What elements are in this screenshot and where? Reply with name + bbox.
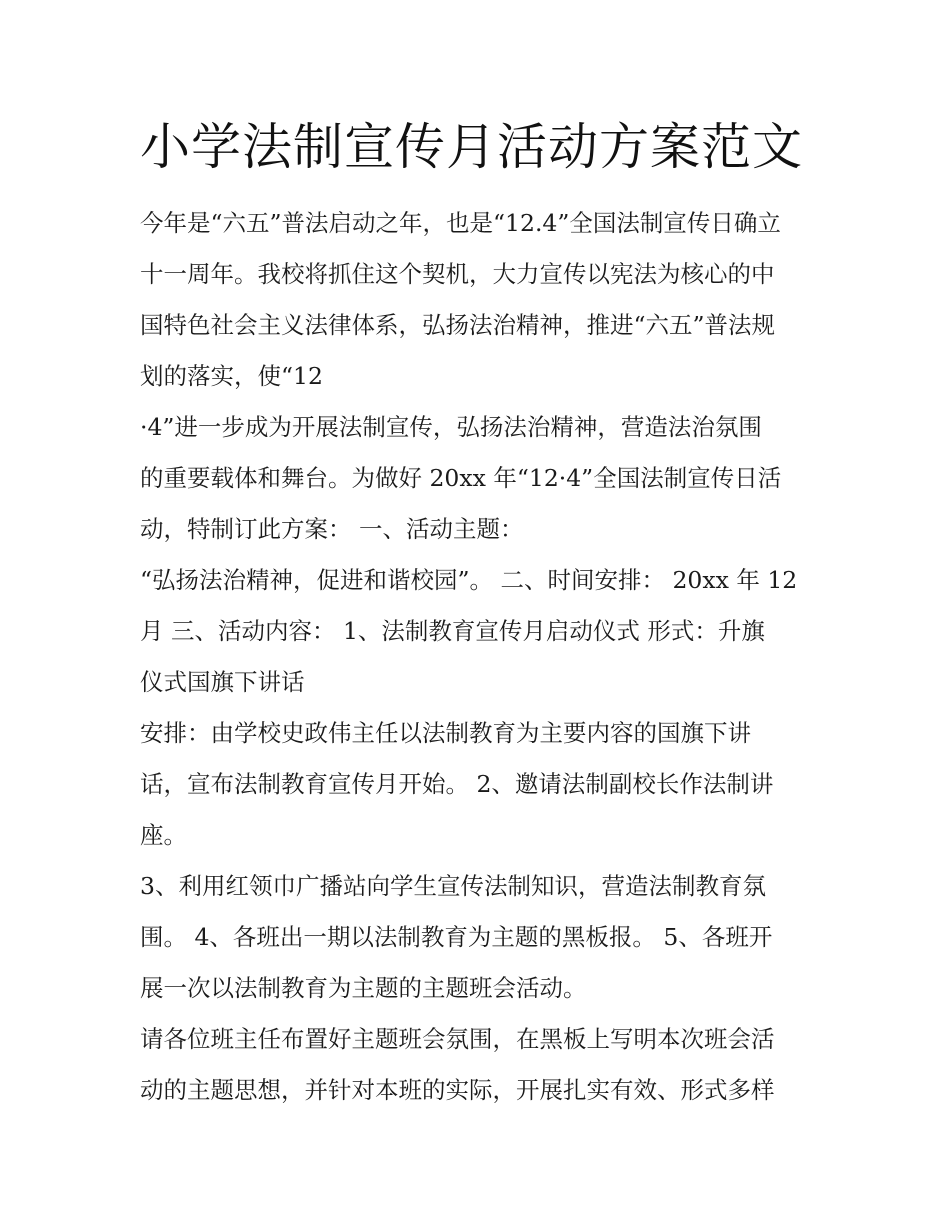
body-line: 请各位班主任布置好主题班会氛围，在黑板上写明本次班会活 [140,1025,775,1053]
body-line: 3、利用红领巾广播站向学生宣传法制知识，营造法制教育氛 [140,872,766,900]
body-line: 座。 [140,821,187,849]
body-line: ·4”进一步成为开展法制宣传，弘扬法治精神，营造法治氛围 [140,413,762,441]
body-line: “弘扬法治精神，促进和谐校园”。 二、时间安排： 20xx 年 12 [140,566,798,594]
body-line: 动，特制订此方案： 一、活动主题： [140,515,524,543]
body-line: 动的主题思想，并针对本班的实际，开展扎实有效、形式多样 [140,1076,775,1104]
document-title: 小学法制宣传月活动方案范文 [140,118,803,176]
body-line: 的重要载体和舞台。为做好 20xx 年“12·4”全国法制宣传日活 [140,464,782,492]
body-line: 话，宣布法制教育宣传月开始。 2、邀请法制副校长作法制讲 [140,770,774,798]
body-line: 展一次以法制教育为主题的主题班会活动。 [140,974,587,1002]
document-body [140,198,820,1116]
body-line: 划的落实，使“12 [140,362,323,390]
body-line: 今年是“六五”普法启动之年，也是“12.4”全国法制宣传日确立 [140,209,781,237]
body-line: 月 三、活动内容： 1、法制教育宣传月启动仪式 形式：升旗 [140,617,765,645]
body-line: 国特色社会主义法律体系，弘扬法治精神，推进“六五”普法规 [140,311,776,339]
body-line: 仪式国旗下讲话 [140,668,305,696]
body-line: 安排：由学校史政伟主任以法制教育为主要内容的国旗下讲 [140,719,751,747]
body-line: 十一周年。我校将抓住这个契机，大力宣传以宪法为核心的中 [140,260,775,288]
body-line: 围。 4、各班出一期以法制教育为主题的黑板报。 5、各班开 [140,923,773,951]
